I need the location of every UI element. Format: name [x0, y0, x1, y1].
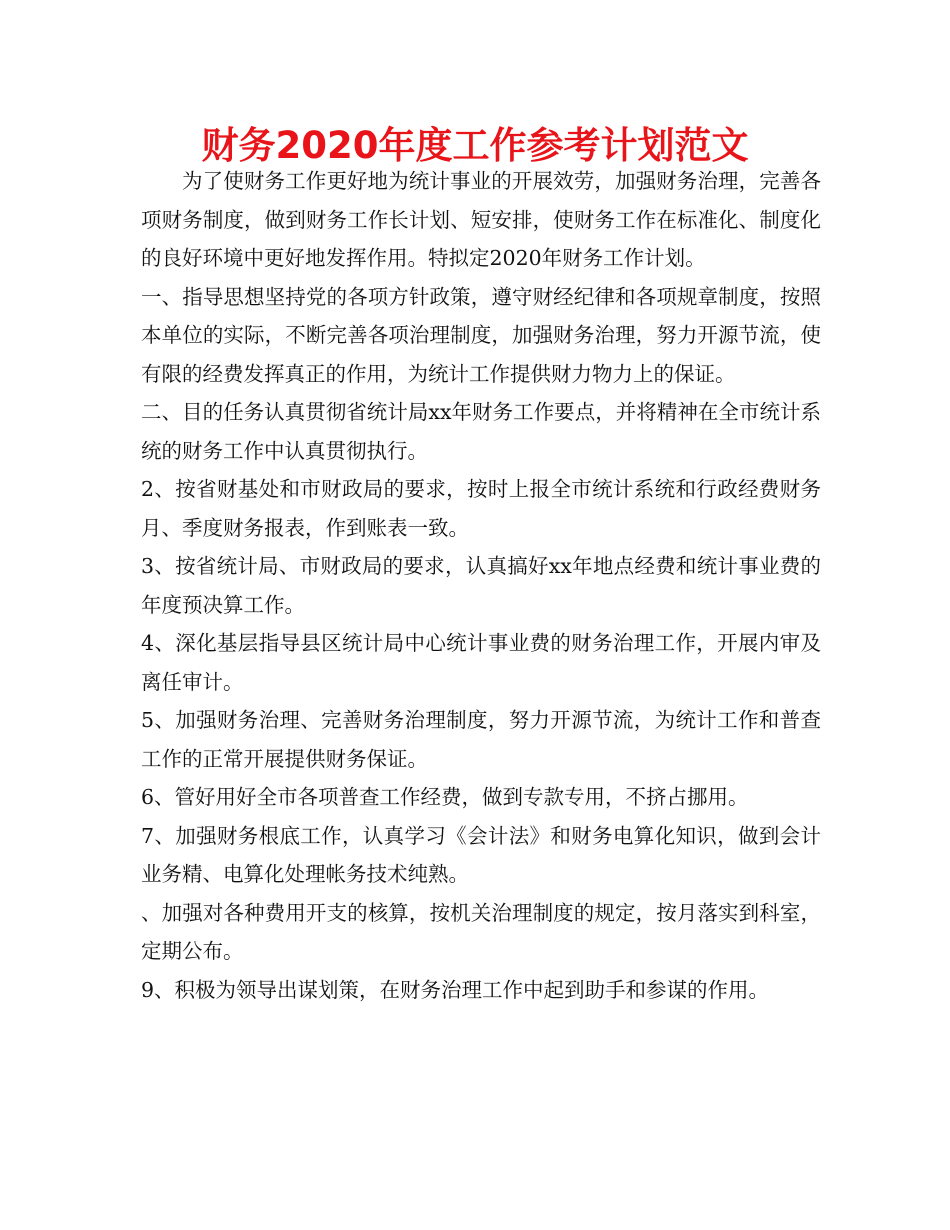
list-item-4: 4、深化基层指导县区统计局中心统计事业费的财务治理工作，开展内审及离任审计。: [141, 631, 821, 694]
list-item-2: 2、按省财基处和市财政局的要求，按时上报全市统计系统和行政经费财务月、季度财务报表，作到账表一致。: [141, 477, 821, 540]
list-item-7: 7、加强财务根底工作，认真学习《会计法》和财务电算化知识，做到会计业务精、电算化处理帐务技术纯熟。: [141, 823, 821, 886]
paragraph-guiding-ideology: 一、指导思想坚持党的各项方针政策，遵守财经纪律和各项规章制度，按照本单位的实际，不断完善各项治理制度，加强财务治理，努力开源节流，使有限的经费发挥真正的作用，为统计工作提供财力物力上的保证。: [141, 284, 821, 386]
list-item-8: 、加强对各种费用开支的核算，按机关治理制度的规定，按月落实到科室，定期公布。: [141, 900, 821, 963]
list-item-3: 3、按省统计局、市财政局的要求，认真搞好xx年地点经费和统计事业费的年度预决算工作。: [141, 554, 821, 617]
document-body: [141, 162, 821, 1009]
intro-paragraph: 为了使财务工作更好地为统计事业的开展效劳，加强财务治理，完善各项财务制度，做到财务工作长计划、短安排，使财务工作在标准化、制度化的良好环境中更好地发挥作用。特拟定2020年财务工作计划。: [141, 169, 821, 270]
list-item-5: 5、加强财务治理、完善财务治理制度，努力开源节流，为统计工作和普查工作的正常开展提供财务保证。: [141, 708, 821, 771]
list-item-9: 9、积极为领导出谋划策，在财务治理工作中起到助手和参谋的作用。: [141, 977, 770, 1002]
paragraph-objectives: 二、目的任务认真贯彻省统计局xx年财务工作要点，并将精神在全市统计系统的财务工作中认真贯彻执行。: [141, 400, 821, 463]
document-title: 财务2020年度工作参考计划范文: [201, 124, 749, 167]
list-item-6: 6、管好用好全市各项普查工作经费，做到专款专用，不挤占挪用。: [141, 785, 749, 809]
